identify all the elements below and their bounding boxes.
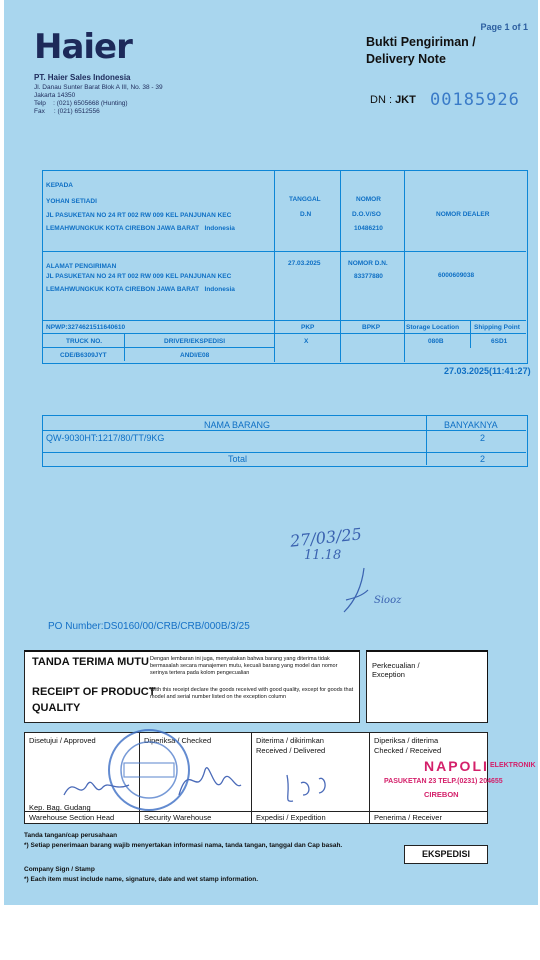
recipient-name: YOHAN SETIADI	[46, 198, 97, 205]
dn-label-text: DN :	[370, 94, 392, 106]
title-id: Bukti Pengiriman /	[366, 35, 476, 49]
nomor-dn-label: NOMOR D.N.	[348, 260, 388, 267]
divider	[42, 251, 526, 252]
total-label: Total	[228, 454, 248, 464]
divider	[24, 811, 488, 812]
ship-label: ALAMAT PENGIRIMAN	[46, 263, 117, 270]
receipt-title-en-2: QUALITY	[32, 702, 81, 714]
divider	[470, 320, 471, 348]
ship-address-1: JL PASUKETAN NO 24 RT 002 RW 009 KEL PANJUNAN KEC	[46, 273, 232, 280]
driver-name: ANDI/E08	[180, 352, 210, 359]
pkp-label: PKP	[301, 324, 315, 331]
dealer-number: 6000609038	[438, 272, 475, 279]
stamp-store-name: NAPOLI	[424, 758, 489, 774]
divider	[42, 333, 526, 334]
shipping-label: Shipping Point	[474, 324, 520, 331]
divider	[426, 415, 427, 465]
recipient-address-1: JL PASUKETAN NO 24 RT 002 RW 009 KEL PANJUNAN KEC	[46, 212, 232, 219]
handwritten-signature	[334, 560, 414, 620]
exception-label	[372, 661, 420, 679]
sig-approved-label: Disetujui / Approved	[29, 736, 96, 745]
sig-receiver: Penerima / Receiver	[374, 813, 442, 822]
item-qty: 2	[480, 433, 486, 443]
stamp-store-address: PASUKETAN 23 TELP.(0231) 204655	[384, 778, 503, 785]
shipping-value: 6SD1	[491, 338, 508, 345]
company-fax: Fax : (021) 6512556	[34, 108, 100, 115]
dn-prefix: JKT	[395, 94, 416, 106]
dn-date: 27.03.2025	[288, 260, 321, 267]
stamp-store-city: CIREBON	[424, 790, 459, 799]
receipt-title-id: TANDA TERIMA MUTU	[32, 656, 149, 668]
sig-received-label-en: Checked / Received	[374, 746, 442, 755]
dn-number: 00185926	[430, 90, 520, 110]
company-address: Jl. Danau Sunter Barat Blok A III, No. 38 - 39	[34, 84, 163, 91]
signature-approved	[59, 755, 139, 810]
receipt-title-en: RECEIPT OF PRODUCT	[32, 686, 156, 698]
title-en: Delivery Note	[366, 52, 446, 66]
items-col-name: NAMA BARANG	[204, 420, 271, 430]
print-timestamp: 27.03.2025(11:41:27)	[444, 366, 531, 376]
recipient-address-2-text: LEMAHWUNGKUK KOTA CIREBON JAWA BARAT	[46, 225, 200, 232]
dn-label	[370, 94, 416, 106]
footer-note-en: *) Each item must include name, signature, date and wet stamp information.	[24, 876, 259, 883]
sig-expedition: Expedisi / Expedition	[256, 813, 326, 822]
ship-address-2-text: LEMAHWUNGKUK KOTA CIREBON JAWA BARAT	[46, 286, 200, 293]
pkp-value: X	[304, 338, 309, 345]
sig-warehouse-head: Warehouse Section Head	[29, 813, 115, 822]
page-indicator: Page 1 of 1	[480, 22, 528, 32]
signature-delivered	[279, 765, 359, 810]
divider	[124, 333, 125, 361]
kepada-label: KEPADA	[46, 182, 73, 189]
haier-logo: Haier	[34, 27, 132, 67]
truck-label: TRUCK NO.	[66, 338, 103, 345]
total-qty: 2	[480, 454, 486, 464]
delivery-note-sheet	[4, 0, 538, 905]
exception-label-en: Exception	[372, 670, 405, 679]
nomor-do-value: 10486210	[354, 225, 383, 232]
sig-received-label: Diperiksa / diterima	[374, 736, 439, 745]
exception-label-id: Perkecualian /	[372, 661, 420, 670]
sig-security: Security Warehouse	[144, 813, 212, 822]
npwp: NPWP:3274621511640610	[46, 324, 126, 331]
handwritten-date: 27/03/25	[289, 524, 363, 551]
divider	[42, 320, 526, 321]
divider	[42, 430, 526, 431]
handwritten-time: 11.18	[304, 548, 342, 563]
items-col-qty: BANYAKNYA	[444, 420, 498, 430]
receipt-text-en: With this receipt declare the goods received with good quality, except for goods that model and serial number listed on the exception column	[150, 687, 354, 700]
stamp-store-type: ELEKTRONIK	[490, 762, 536, 769]
bpkp-label: BPKP	[362, 324, 381, 331]
company-city: Jakarta 14350	[34, 92, 76, 99]
sig-warehouse-head-id: Kep. Bag. Gudang	[29, 803, 91, 812]
handwritten-sign-text: Siooz	[374, 595, 402, 606]
nomor-dn-value: 83377880	[354, 273, 383, 280]
receipt-text-id: Dengan lembaran ini juga, menyatakan bahwa barang yang diterima tidak bermasalah secara manajemen mutu, kecuali barang yang model dan nomor serinya tertera pada kolom pengecualian	[150, 656, 338, 676]
signature-checked	[169, 750, 249, 810]
dealer-label: NOMOR DEALER	[436, 211, 490, 218]
recipient-address-2	[46, 224, 235, 233]
tanggal-dn-label: D.N	[300, 211, 312, 218]
footer-sign-en: Company Sign / Stamp	[24, 866, 95, 873]
sig-delivered-label: Diterima / dikirimkan	[256, 736, 324, 745]
document-title	[366, 34, 476, 68]
sig-delivered-label-en: Received / Delivered	[256, 746, 326, 755]
company-name: PT. Haier Sales Indonesia	[34, 73, 131, 82]
company-phone: Telp : (021) 6505668 (Hunting)	[34, 100, 128, 107]
nomor-label: NOMOR	[356, 196, 381, 203]
item-name: QW-9030HT:1217/80/TT/9KG	[46, 433, 165, 443]
recipient-country: Indonesia	[204, 225, 235, 232]
tanggal-label: TANGGAL	[289, 196, 321, 203]
ship-address-2	[46, 285, 235, 294]
sig-checked-label: Diperiksa / Checked	[144, 736, 212, 745]
ship-country: Indonesia	[204, 286, 235, 293]
divider	[42, 347, 275, 348]
nomor-do-label: D.O.V/SO	[352, 211, 381, 218]
driver-label: DRIVER/EKSPEDISI	[164, 338, 226, 345]
storage-value: 080B	[428, 338, 444, 345]
footer-sign-id: Tanda tangan/cap perusahaan	[24, 832, 118, 839]
truck-number: CDE/B6309JYT	[60, 352, 107, 359]
storage-label: Storage Location	[406, 324, 460, 331]
copy-label: EKSPEDISI	[422, 849, 471, 859]
divider	[42, 452, 526, 453]
footer-note-id: *) Setiap penerimaan barang wajib menyertakan informasi nama, tanda tangan, tanggal dan Cap basah.	[24, 842, 343, 849]
po-number: PO Number:DS0160/00/CRB/CRB/000B/3/25	[48, 621, 250, 632]
